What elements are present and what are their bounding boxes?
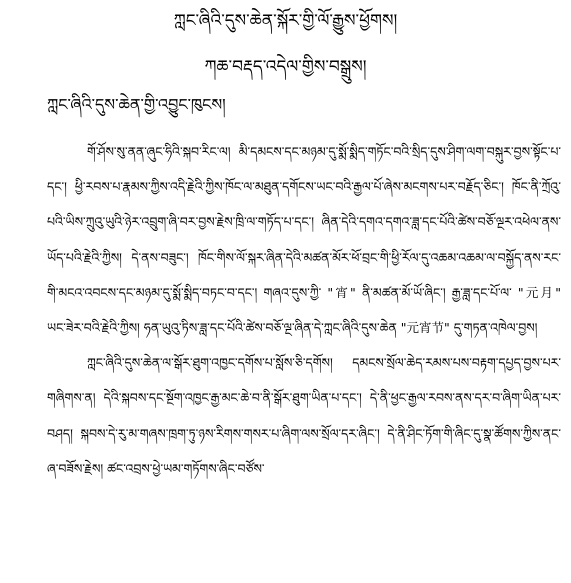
body-text <box>47 134 561 486</box>
paragraph-2: ཀླང་ཞིའི་དུས་ཆེན་ལ་སྒོར་ཐུག་འཁྱང་དགོས་པ་སློས་ཅི་དགོས། དམངས་སྲོལ་ཆེད་རམས་པས་བརྟག་དཔྱད་བྱས་པར་གཞིགས་ན། དེའི་སྐབས་དང་སྔོག་འཁྱང་རྒྱ་མང་ཆེ་བ་ནི་སྒོར་ཐུག་ཡིན་པ་དང་། དེ་ནི་ཕྱང་རྒྱལ་རབས་ནས་དར་བ་ཞིག་ཡིན་པར་བཤད། སྐབས་དེ་རུ་མ་གཞས་ཁྲག་ཏུ་ཉས་རིགས་གསར་པ་ཞིག་ལས་སྲོལ་དར་ཞིང་། དེ་ནི་ཤིང་ཏོག་གི་ཞིང་དུ་སྣ་ཚོགས་ཀྱིས་ནང་ཞ་བཟོས་རྗེས། ཚང་འབྲས་ཕྱེ་ཡམ་གཏོགས་ཞིང་བཙོས་ <box>47 355 561 476</box>
section-heading: ཀླང་ཞིའི་དུས་ཆེན་གྱི་འབྱུང་ཁུངས། <box>47 95 226 114</box>
paragraph-1: གོ་ཤོས་སུ་ནན་ཞུང་ཧིའི་སྐབ་རིང་ལ། མི་དམངས་དང་མཉམ་དུ་སྨོ་སྨིད་གཏོང་བའི་སྲིད་དུས་ཤིག་ལག་བསྐུར་བྱས་སྟོང་པ་དང་། ཕྱི་རབས་པ་རྣམས་ཀྱིས་འདི་རྗེའི་ཀྱིས་ཁོང་ལ་མཐུན་དགོངས་ཡང་བའི་རྒྱལ་པོ་ཞེས་མངགས་པར་བརྗོད་ཅིང་། ཁོང་ནི་ཀྲོའུ་པའི་ཡིས་ཀྲུའུ་ཡུའི་ཉེར་འབྲུག་ཞི་བར་བྱས་རྗེས་ཁྲི་ལ་གཏོད་པ་དང་། ཞིན་དེའི་དགའ་དགའ་ཟླ་དང་པོའི་ཚེས་བཅོ་ལྔར་འཕེལ་ནས་ཡོད་པའི་རྗེའི་ཀྱིས། དེ་ནས་བཟུང་། ཁོང་གིས་ལོ་སྐར་ཞིན་དེའི་མཚན་མོར་ཕོ་བྲང་གི་ཕྱི་རོལ་དུ་འཆམ་འཆམ་ལ་བསྐྱོད་ནས་རང་གི་མངའ་འབངས་དང་མཉམ་དུ་སྨོ་སྨིད་བཏང་བ་དང་། གཞའ་དུས་ཀྱི་ "宵" ནི་མཚན་མོ་ཡོ་ཞིང་། རྒྱ་ཟླ་དང་པོ་ལ་ "元月" ཡང་ཟེར་བའི་རྗེའི་ཀྱིས། ཧན་ཡུའུ་ཏིས་ཟླ་དང་པོའི་ཚེས་བཅོ་ལྔ་ཞིན་དེ་ཀླང་ཞིའི་དུས་ཆེན "元宵节" དུ་གཏན་འཁེལ་བྱས། <box>47 144 561 336</box>
document-title: ཀླང་ཞིའི་དུས་ཆེན་སྐོར་གྱི་ལོ་རྒྱུས་ཕྱོགས། <box>173 11 398 31</box>
document-author-line: ཀཆ་བརྡད་འདེལ་གྱིས་བསྒྲུས། <box>204 57 367 77</box>
